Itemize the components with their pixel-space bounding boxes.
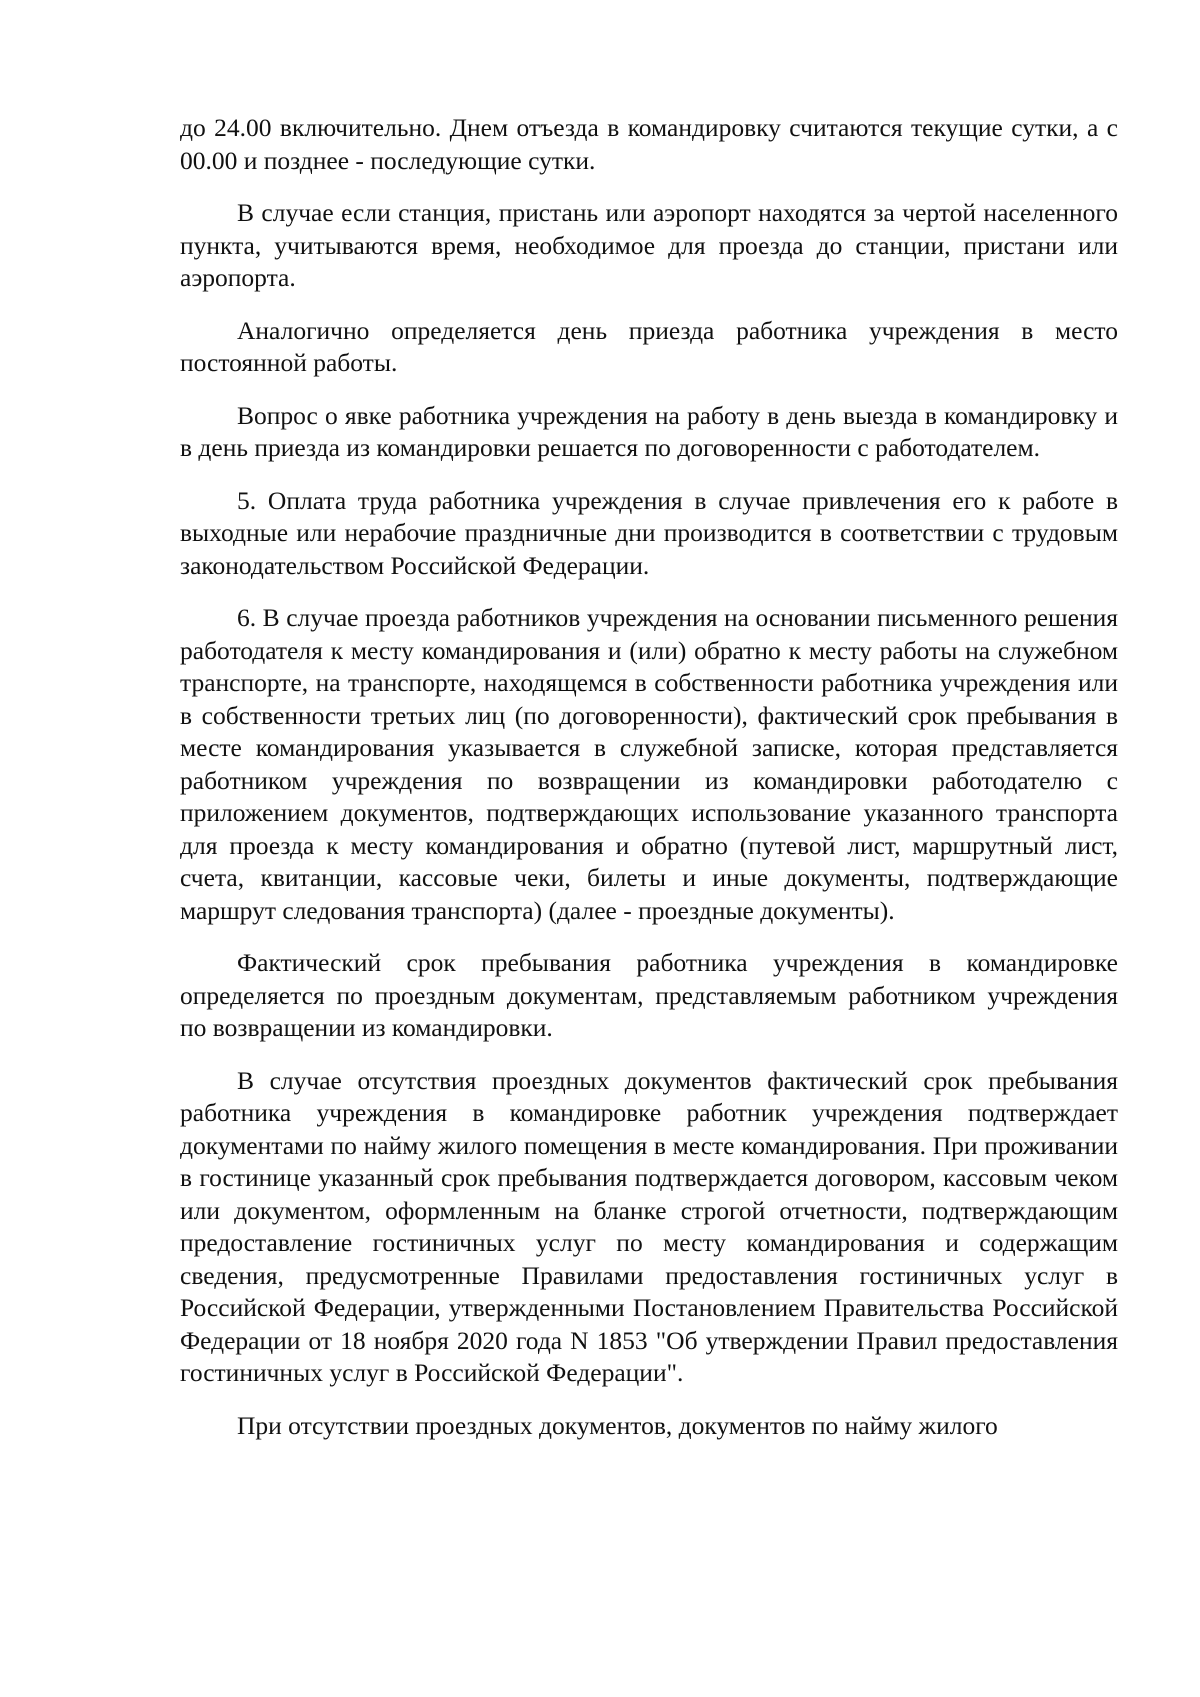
paragraph-absence-of-all-documents: При отсутствии проездных документов, документов по найму жилого [237,1410,998,1440]
paragraph-arrival-day: Аналогично определяется день приезда работника учреждения в место постоянной работы. [180,315,1118,377]
paragraph-station-outside-settlement: В случае если станция, пристань или аэропорт находятся за чертой населенного пункта, учитываются время, необходимое для проезда до станции, пристани или аэропорта. [180,198,1118,292]
paragraph-actual-stay-period: Фактический срок пребывания работника учреждения в командировке определяется по проездным документам, представляемым работником учреждения по возвращении из командировки. [180,948,1118,1042]
document-body [180,112,1118,1442]
paragraph-attendance-on-departure-day: Вопрос о явке работника учреждения на работу в день выезда в командировку и в день приезда из командировки решается по договоренности с работодателем. [180,400,1118,462]
paragraph-item-6-service-transport: 6. В случае проезда работников учреждения на основании письменного решения работодателя к месту командирования и (или) обратно к месту работы на служебном транспорте, на транспорте, находящемся в собственности работника учреждения или в собственности третьих лиц (по договоренности), фактический срок пребывания в месте командирования указывается в служебной записке, которая представляется работником учреждения по возвращении из командировки работодателю с приложением документов, подтверждающих использование указанного транспорта для проезда к месту командирования и обратно (путевой лист, маршрутный лист, счета, квитанции, кассовые чеки, билеты и иные документы, подтверждающие маршрут следования транспорта) (далее - проездные документы). [180,603,1118,925]
paragraph-item-5-weekend-pay: 5. Оплата труда работника учреждения в случае привлечения его к работе в выходные или нерабочие праздничные дни производится в соответствии с трудовым законодательством Российской Федерации. [180,485,1118,580]
paragraph-absence-of-travel-documents: В случае отсутствия проездных документов фактический срок пребывания работника учреждения в командировке работник учреждения подтверждает документами по найму жилого помещения в месте командирования. При проживании в гостинице указанный срок пребывания подтверждается договором, кассовым чеком или документом, оформленным на бланке строгой отчетности, подтверждающим предоставление гостиничных услуг по месту командирования и содержащим сведения, предусмотренные Правилами предоставления гостиничных услуг в Российской Федерации, утвержденными Постановлением Правительства Российской Федерации от 18 ноября 2020 года N 1853 "Об утверждении Правил предоставления гостиничных услуг в Российской Федерации". [180,1065,1118,1387]
paragraph-continued-from-previous-page: до 24.00 включительно. Днем отъезда в командировку считаются текущие сутки, а с 00.00 и позднее - последующие сутки. [180,113,1118,175]
